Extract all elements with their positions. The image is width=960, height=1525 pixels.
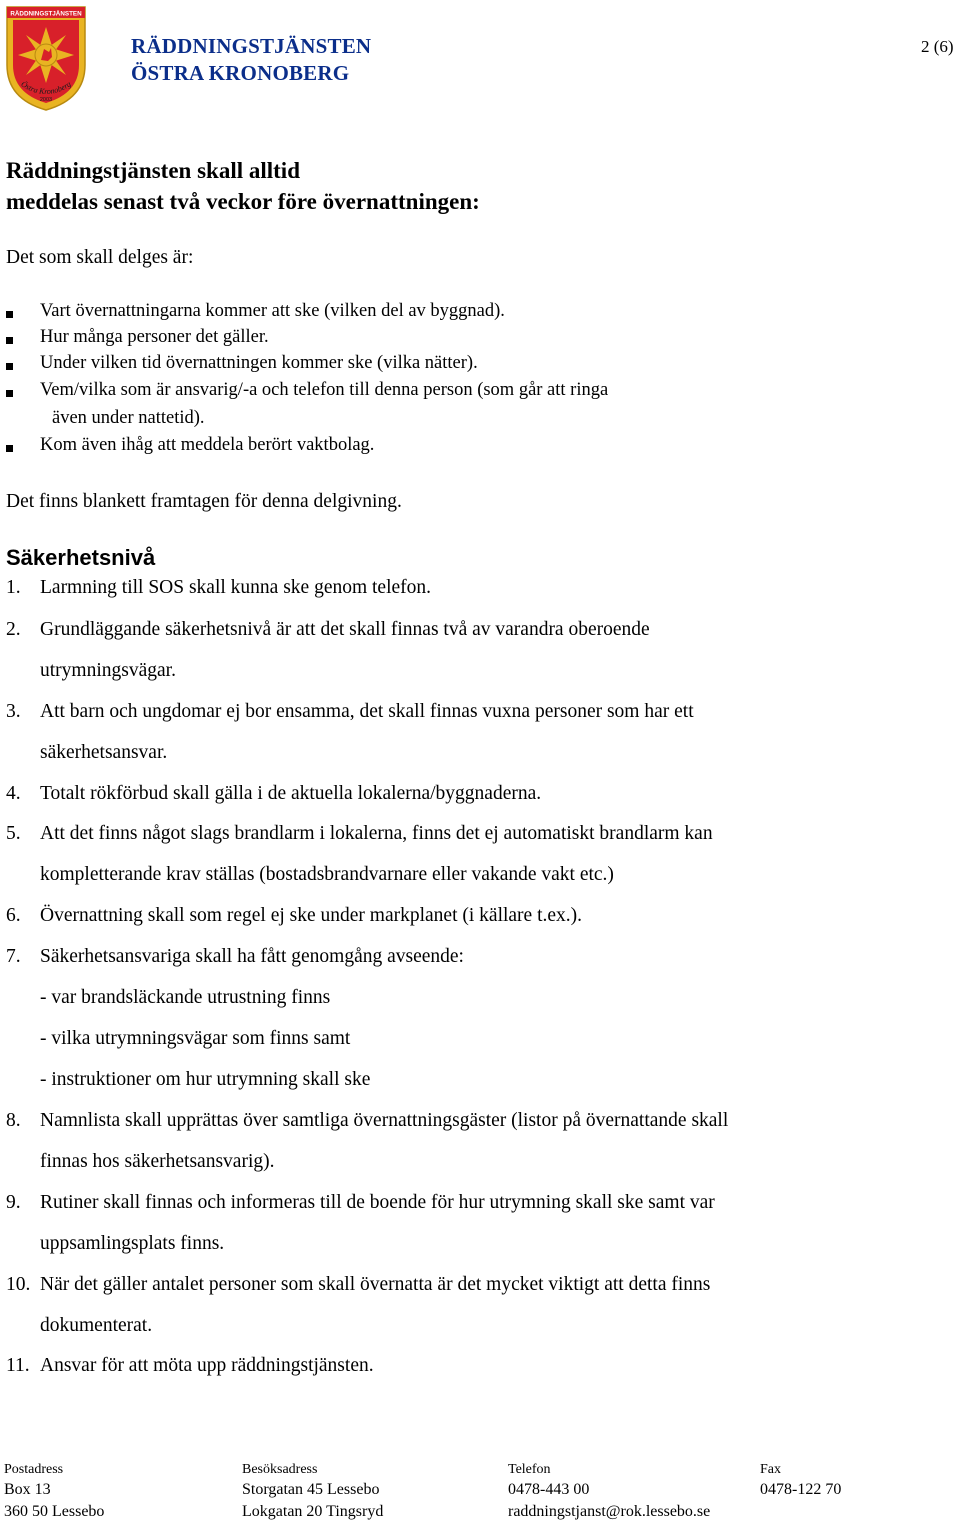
list-item: Att det finns något slags brandlarm i lokalerna, finns det ej automatiskt brandlarm kan [40,823,713,844]
list-item: Grundläggande säkerhetsnivå är att det skall finnas två av varandra oberoende [40,619,650,640]
item-number: 10. [6,1274,31,1295]
bullet-icon [6,311,13,318]
list-item-continuation: kompletterande krav ställas (bostadsbrandvarnare eller vakande vakt etc.) [40,864,614,885]
footer-postadress-label: Postadress [4,1462,64,1477]
item-number: 4. [6,783,21,804]
bullet-icon [6,445,13,452]
item-number: 11. [6,1355,30,1376]
bullet-item: Vem/vilka som är ansvarig/-a och telefon till denna person (som går att ringa [40,380,609,400]
item-number: 3. [6,701,21,722]
list-item: Övernattning skall som regel ej ske under markplanet (i källare t.ex.). [40,905,583,926]
item-number: 1. [6,577,21,598]
list-item-continuation: - instruktioner om hur utrymning skall ske [40,1069,371,1090]
org-name-line1: RÄDDNINGSTJÄNSTEN [131,34,372,58]
bullet-item: Kom även ihåg att meddela berört vaktbolag. [40,435,375,455]
item-number: 9. [6,1192,21,1213]
footer-besoksadress-label: Besöksadress [242,1462,318,1477]
org-name-line2: ÖSTRA KRONOBERG [131,61,350,85]
item-number: 2. [6,619,21,640]
footer-email[interactable]: raddningstjanst@rok.lessebo.se [508,1503,711,1520]
intro-text: Det som skall delges är: [6,247,194,268]
svg-text:RÄDDNINGSTJÄNSTEN: RÄDDNINGSTJÄNSTEN [10,10,82,18]
heading-line1: Räddningstjänsten skall alltid [6,158,300,183]
item-number: 7. [6,946,21,967]
list-item-continuation: finnas hos säkerhetsansvarig). [40,1151,275,1172]
bullet-item-continuation: även under nattetid). [52,408,205,428]
footer-besoksadress-2: Lokgatan 20 Tingsryd [242,1503,384,1520]
list-item: Namnlista skall upprättas över samtliga övernattningsgäster (listor på övernattande skall [40,1110,729,1131]
list-item: När det gäller antalet personer som skall övernatta är det mycket viktigt att detta finns [40,1274,711,1295]
item-number: 8. [6,1110,21,1131]
bullet-item: Vart övernattningarna kommer att ske (vilken del av byggnad). [40,301,505,321]
list-item: Att barn och ungdomar ej bor ensamma, det skall finnas vuxna personer som har ett [40,701,694,722]
bullet-item: Hur många personer det gäller. [40,327,269,347]
list-item: Säkerhetsansvariga skall ha fått genomgång avseende: [40,946,464,967]
list-item-continuation: - vilka utrymningsvägar som finns samt [40,1028,351,1049]
list-item-continuation: uppsamlingsplats finns. [40,1233,225,1254]
footer-besoksadress-1: Storgatan 45 Lessebo [242,1481,380,1498]
bullet-icon [6,363,13,370]
svg-text:2003: 2003 [39,97,53,103]
footer-fax: 0478-122 70 [760,1481,842,1498]
rok-emblem-logo [4,3,88,113]
list-item-continuation: säkerhetsansvar. [40,742,168,763]
heading-line2: meddelas senast två veckor före övernattningen: [6,189,480,214]
item-number: 6. [6,905,21,926]
page-number: 2 (6) [921,37,954,56]
item-number: 5. [6,823,21,844]
footer-telefon-label: Telefon [508,1462,551,1477]
bullet-icon [6,390,13,397]
list-item: Rutiner skall finnas och informeras till de boende för hur utrymning skall ske samt var [40,1192,715,1213]
bullet-item: Under vilken tid övernattningen kommer ske (vilka nätter). [40,353,478,373]
list-item-continuation: - var brandsläckande utrustning finns [40,987,331,1008]
footer-postadress-1: Box 13 [4,1481,51,1498]
list-item: Larmning till SOS skall kunna ske genom telefon. [40,577,432,598]
footer-postadress-2: 360 50 Lessebo [4,1503,105,1520]
footer-telefon: 0478-443 00 [508,1481,590,1498]
bullet-icon [6,337,13,344]
list-item: Totalt rökförbud skall gälla i de aktuella lokalerna/byggnaderna. [40,783,542,804]
form-note: Det finns blankett framtagen för denna delgivning. [6,491,402,512]
list-item-continuation: dokumenterat. [40,1315,153,1336]
section-title: Säkerhetsnivå [6,545,156,570]
list-item: Ansvar för att möta upp räddningstjänsten. [40,1355,374,1376]
list-item-continuation: utrymningsvägar. [40,660,176,681]
footer-fax-label: Fax [760,1462,781,1477]
svg-text:Östra Kronoberg: Östra Kronoberg [19,79,73,97]
